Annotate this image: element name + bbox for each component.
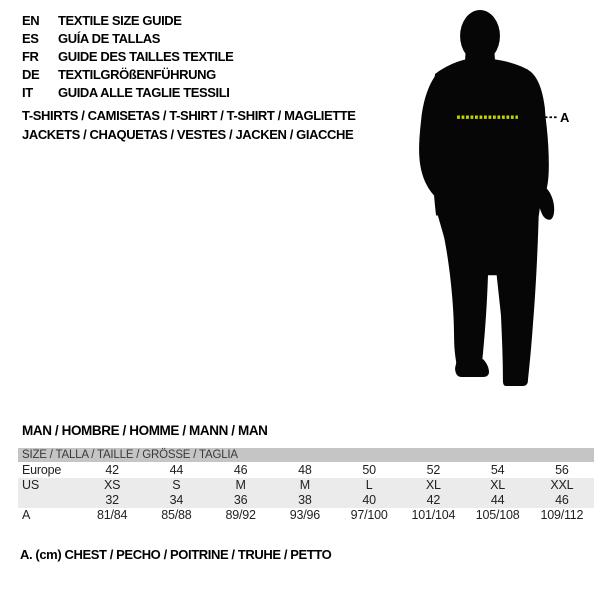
size-cell: 44 (169, 463, 184, 477)
language-row (22, 12, 233, 30)
table-row-numeric (18, 493, 594, 508)
size-cell: 46 (233, 463, 248, 477)
size-cell: 54 (490, 463, 505, 477)
silhouette-right-leg (492, 209, 539, 386)
size-cell: 36 (233, 493, 248, 507)
table-row-europe (18, 462, 594, 478)
section-title-man: MAN / HOMBRE / HOMME / MANN / MAN (22, 423, 268, 438)
man-silhouette (410, 8, 560, 392)
size-cell: M (299, 478, 310, 492)
row-label: Europe (22, 463, 62, 477)
size-cell: 81/84 (96, 508, 128, 522)
language-label: GUÍA DE TALLAS (58, 31, 161, 46)
language-row (22, 66, 233, 84)
man-figure (410, 8, 578, 392)
size-cell: 50 (362, 463, 376, 477)
size-cell: 40 (362, 493, 376, 507)
product-category-lines (22, 107, 356, 144)
size-cell: XXL (550, 478, 574, 492)
size-cell: 46 (555, 493, 569, 507)
language-label: GUIDE DES TAILLES TEXTILE (58, 49, 234, 64)
size-cell: 38 (298, 493, 312, 507)
size-cell: 44 (490, 493, 505, 507)
row-label (18, 493, 80, 508)
table-band (18, 478, 594, 508)
silhouette-right-hand (537, 187, 554, 220)
size-cell: 32 (105, 493, 119, 507)
size-cell: 42 (426, 493, 441, 507)
row-label: US (22, 478, 39, 492)
size-cell: 85/88 (161, 508, 192, 522)
size-cell: 89/92 (225, 508, 256, 522)
product-line-jackets: JACKETS / CHAQUETAS / VESTES / JACKEN / GIACCHE (22, 126, 354, 142)
language-code: DE (22, 67, 40, 82)
language-label: GUIDA ALLE TAGLIE TESSILI (58, 85, 230, 100)
product-line-tshirts: T-SHIRTS / CAMISETAS / T-SHIRT / T-SHIRT / MAGLIETTE (22, 108, 356, 123)
size-cell: M (235, 478, 246, 492)
table-row-chest-a (18, 508, 594, 523)
size-cell: 56 (555, 463, 569, 477)
language-code: FR (22, 49, 39, 64)
language-label: TEXTILGRÖßENFÜHRUNG (58, 67, 216, 82)
size-cell: XS (103, 478, 121, 492)
language-row (22, 84, 233, 102)
measurement-label-a: A (560, 110, 570, 125)
size-cell: 93/96 (289, 508, 321, 522)
size-cell: 105/108 (475, 508, 520, 522)
size-table (18, 448, 594, 523)
size-cell: L (365, 478, 373, 492)
size-cell: 101/104 (411, 508, 456, 522)
silhouette-left-leg (436, 209, 490, 371)
size-cell: 97/100 (350, 508, 388, 522)
size-cell: S (172, 478, 181, 492)
footnote-chest: A. (cm) CHEST / PECHO / POITRINE / TRUHE / PETTO (20, 547, 332, 562)
language-row (22, 48, 233, 66)
row-label: A (22, 508, 31, 522)
language-code: ES (22, 31, 39, 46)
language-row (22, 30, 233, 48)
size-cell: 42 (105, 463, 119, 477)
language-code: IT (22, 85, 33, 100)
size-cell: XL (490, 478, 506, 492)
size-cell: 109/112 (540, 508, 584, 522)
size-cell: XL (425, 478, 441, 492)
language-list (22, 12, 233, 102)
silhouette-left-shoe (455, 359, 489, 377)
size-cell: 48 (298, 463, 312, 477)
size-table-header: SIZE / TALLA / TAILLE / GRÖSSE / TAGLIA (18, 448, 594, 462)
language-label: TEXTILE SIZE GUIDE (58, 13, 182, 28)
size-cell: 34 (169, 493, 184, 507)
size-cell: 52 (426, 463, 441, 477)
table-row-us (18, 478, 594, 493)
language-code: EN (22, 13, 40, 28)
